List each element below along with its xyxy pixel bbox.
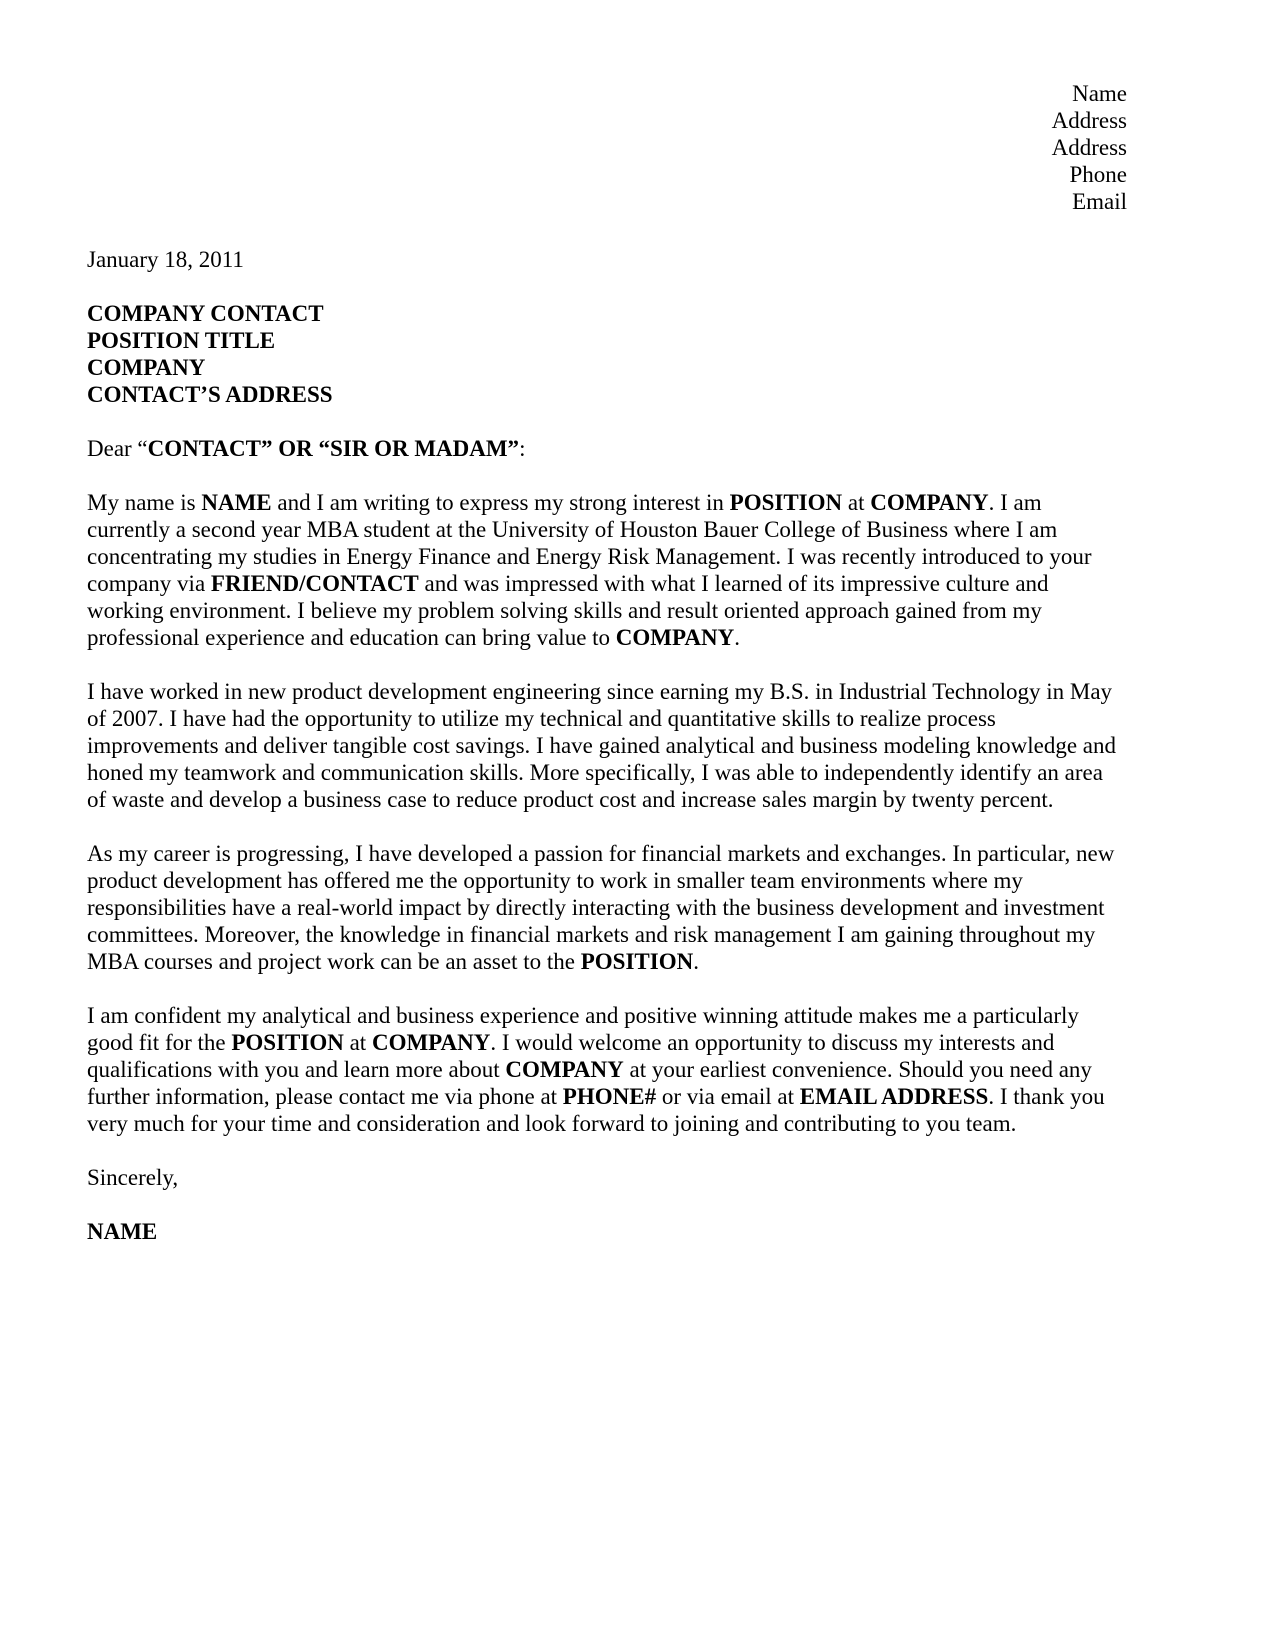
placeholder-field: NAME	[201, 490, 272, 515]
text-run: at	[343, 1030, 372, 1055]
text-run: Dear “	[87, 436, 148, 461]
placeholder-field: CONTACT” OR “SIR OR MADAM”	[147, 436, 520, 461]
placeholder-field: POSITION	[231, 1030, 344, 1055]
sender-line: Address	[1051, 108, 1127, 133]
placeholder-field: POSITION	[580, 949, 694, 974]
body-paragraph-1	[87, 489, 1127, 651]
text-run: I have worked in new product development engineering since earning my B.S. in Industrial Technology in May of 2007. I have had the opportunity to utilize my technical and quantitative skills to realize process improvements and deliver tangible cost savings. I have gained analytical and business modeling knowledge and honed my teamwork and communication skills. More specifically, I was able to independently identify an area of waste and develop a business case to reduce product cost and increase sales margin by twenty percent.	[87, 679, 1116, 812]
sender-line: Phone	[1069, 162, 1127, 187]
salutation-line	[87, 435, 1127, 462]
text-run: .	[693, 949, 699, 974]
placeholder-field: COMPANY	[615, 625, 735, 650]
text-run: I am confident my analytical and business experience and positive winning attitude makes me a particularly good fit for the	[87, 1003, 1079, 1055]
sender-line: Email	[1072, 189, 1127, 214]
closing-line: Sincerely,	[87, 1165, 179, 1190]
recipient-line: CONTACT’S ADDRESS	[87, 382, 333, 407]
sender-block	[87, 80, 1127, 215]
recipient-line: POSITION TITLE	[87, 328, 276, 353]
text-run: . I am currently a second year MBA student at the University of Houston Bauer College of Business where I am concentrating my studies in Energy Finance and Energy Risk Management. I was recently introduced to your company via	[87, 490, 1092, 596]
recipient-line: COMPANY	[87, 355, 206, 380]
placeholder-field: EMAIL ADDRESS	[799, 1084, 989, 1109]
recipient-block	[87, 300, 1127, 408]
placeholder-field: COMPANY	[371, 1030, 491, 1055]
text-run: and I am writing to express my strong interest in	[271, 490, 730, 515]
signature-name: NAME	[87, 1219, 158, 1244]
sender-line: Name	[1072, 81, 1127, 106]
body-paragraph-4	[87, 1002, 1127, 1137]
text-run: . I would welcome an opportunity to discuss my interests and qualifications with you and learn more about	[87, 1030, 1055, 1082]
body-paragraph-2	[87, 678, 1127, 813]
text-run: .	[734, 625, 740, 650]
text-run: :	[519, 436, 526, 461]
placeholder-field: PHONE#	[562, 1084, 657, 1109]
text-run: or via email at	[656, 1084, 800, 1109]
text-run: at your earliest convenience. Should you need any further information, please contact me via phone at	[87, 1057, 1092, 1109]
recipient-line: COMPANY CONTACT	[87, 301, 324, 326]
placeholder-field: FRIEND/CONTACT	[210, 571, 419, 596]
date-line: January 18, 2011	[87, 247, 244, 272]
placeholder-field: POSITION	[729, 490, 843, 515]
placeholder-field: COMPANY	[505, 1057, 624, 1082]
text-run: As my career is progressing, I have developed a passion for financial markets and exchanges. In particular, new product development has offered me the opportunity to work in smaller team environments where my responsibilities have a real-world impact by directly interacting with the business development and investment committees. Moreover, the knowledge in financial markets and risk management I am gaining throughout my MBA courses and project work can be an asset to the	[87, 841, 1115, 974]
body-paragraph-3	[87, 840, 1127, 975]
text-run: and was impressed with what I learned of its impressive culture and working environment. I believe my problem solving skills and result oriented approach gained from my professional experience and education can bring value to	[87, 571, 1049, 650]
text-run: My name is	[87, 490, 202, 515]
placeholder-field: COMPANY	[870, 490, 989, 515]
sender-line: Address	[1051, 135, 1127, 160]
text-run: at	[842, 490, 871, 515]
text-run: . I thank you very much for your time and consideration and look forward to joining and contributing to you team.	[87, 1084, 1105, 1136]
